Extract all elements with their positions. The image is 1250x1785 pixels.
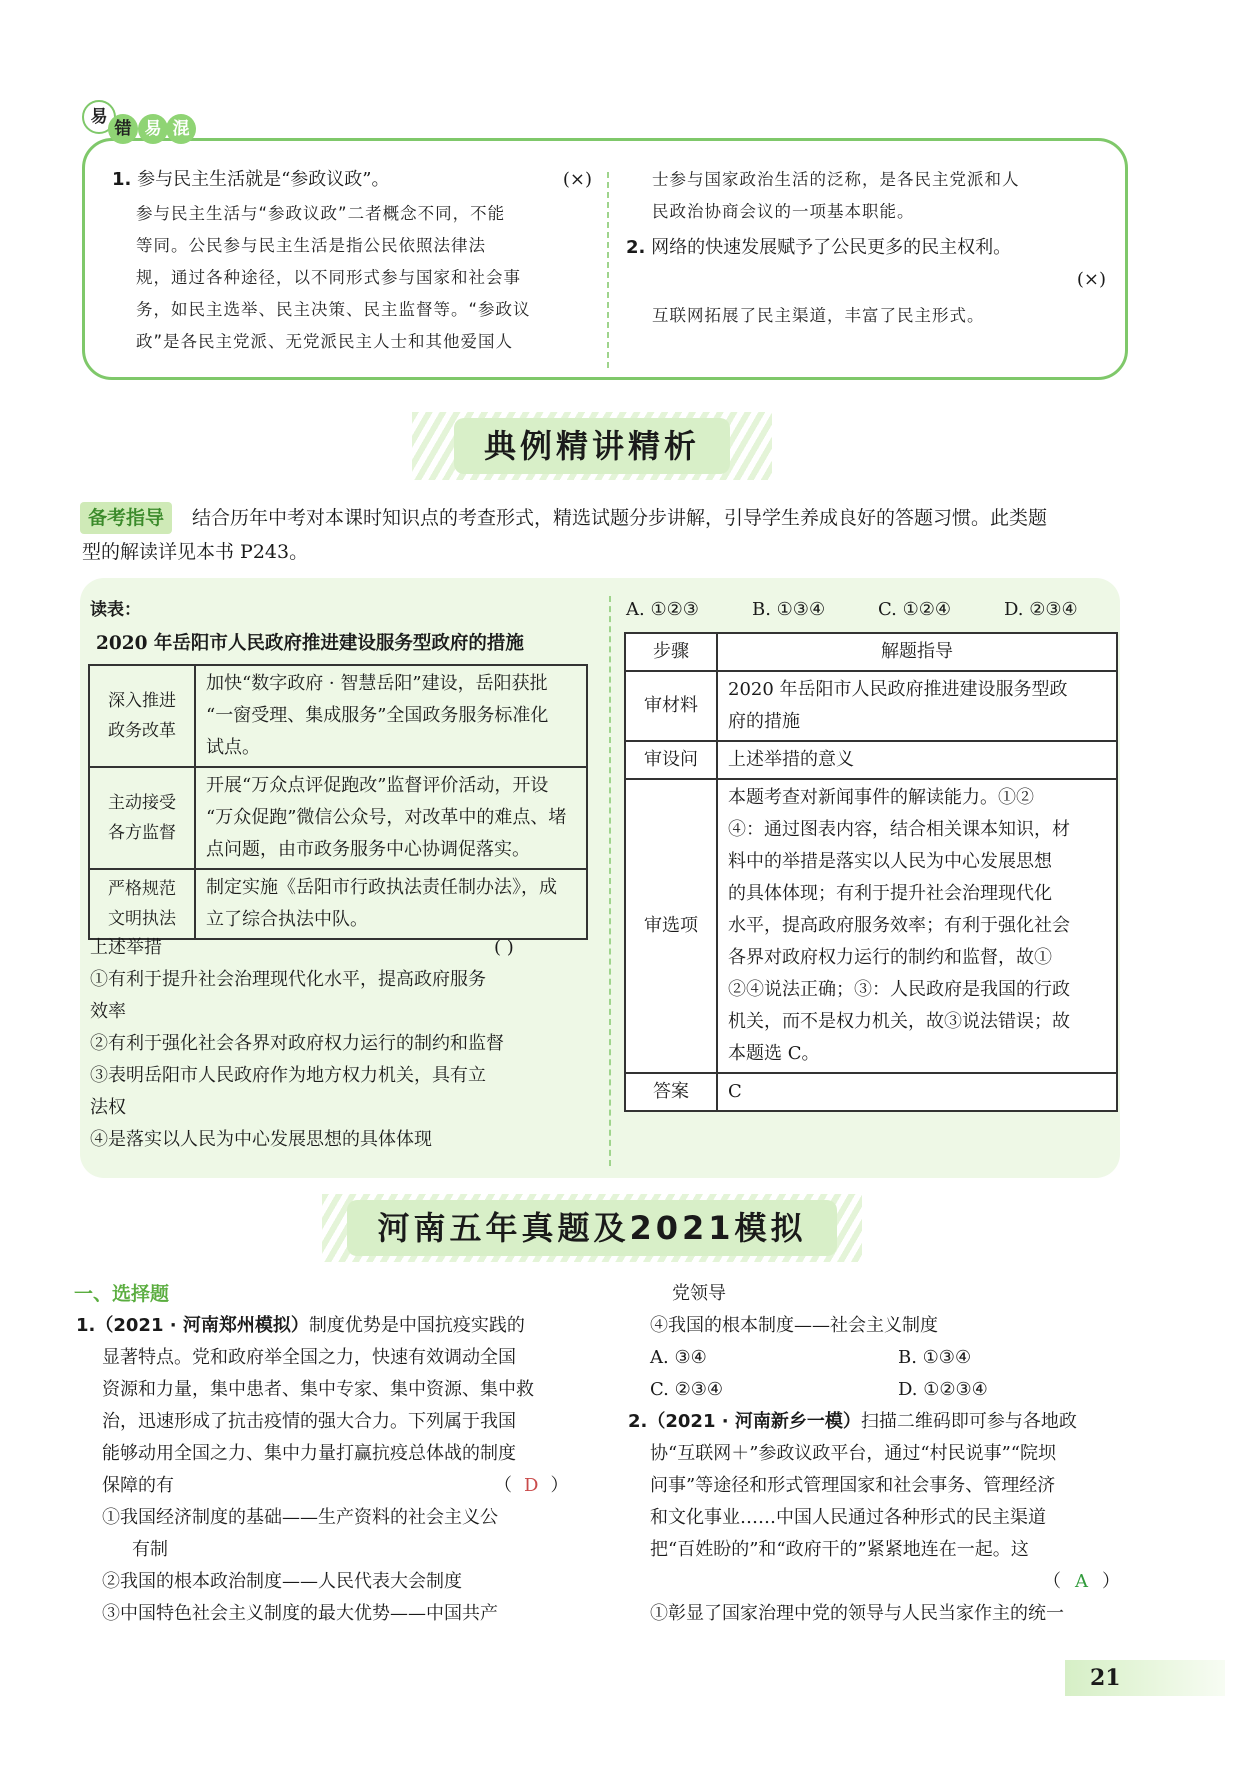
step-content xyxy=(717,671,1117,741)
row-key xyxy=(89,767,195,869)
badge-char-3: 易 xyxy=(138,114,168,144)
mistake-q1-num: 1. xyxy=(112,169,132,190)
mistake-q2-stem: 网络的快速发展赋予了公民更多的民主权利。 xyxy=(651,237,1012,258)
mistake-badge xyxy=(82,100,212,152)
step-content xyxy=(717,741,1117,779)
paren-open: （ xyxy=(494,1475,512,1496)
table-row xyxy=(625,671,1117,741)
row-key xyxy=(89,665,195,767)
row-line: 开展“万众点评促跑改”监督评价活动，开设 xyxy=(206,775,549,796)
q2-answer: A xyxy=(1075,1571,1088,1592)
paren-open: （ xyxy=(1043,1571,1061,1592)
row-key-line: 文明执法 xyxy=(108,909,176,929)
example-options xyxy=(90,964,600,1156)
row-key-line: 政务改革 xyxy=(108,721,176,741)
guide-line2: 型的解读详见本书 P243。 xyxy=(82,541,309,563)
q2-option: ①彰显了国家治理中党的领导与人民当家作主的统一 xyxy=(650,1603,1064,1624)
q1-choice-b: B. ①③④ xyxy=(898,1347,972,1368)
q1-num: 1. xyxy=(76,1315,96,1336)
mistake-q1-line: 士参与国家政治生活的泛称，是各民主党派和人 xyxy=(652,170,1020,189)
q1-option: ④我国的根本制度——社会主义制度 xyxy=(650,1315,938,1336)
row-line: 立了综合执法中队。 xyxy=(206,909,368,930)
row-key-line: 各方监督 xyxy=(108,823,176,843)
step-line: ④：通过图表内容，结合相关课本知识，材 xyxy=(728,819,1070,840)
table-row xyxy=(89,869,587,939)
row-line: 制定实施《岳阳市行政执法责任制办法》，成 xyxy=(206,877,557,898)
table-row xyxy=(625,741,1117,779)
q2-answer-paren xyxy=(628,1566,1128,1598)
step-key: 审选项 xyxy=(625,779,717,1073)
banner-exam xyxy=(322,1194,862,1262)
q1-option: ①我国经济制度的基础——生产资料的社会主义公 xyxy=(102,1507,498,1528)
row-content xyxy=(195,869,587,939)
step-key: 答案 xyxy=(625,1073,717,1111)
mistake-q1-line: 务，如民主选举、民主决策、民主监督等。“参政议 xyxy=(136,300,531,319)
q1-answer-paren xyxy=(494,1470,568,1502)
option-line: ③表明岳阳市人民政府作为地方权力机关，具有立 xyxy=(90,1065,486,1086)
row-key xyxy=(89,869,195,939)
exam-q1 xyxy=(76,1310,596,1630)
row-key-line: 深入推进 xyxy=(108,691,176,711)
step-line: 水平，提高政府服务效率；有利于强化社会 xyxy=(728,915,1070,936)
guide-label: 备考指导 xyxy=(80,502,172,534)
q1-line: 保障的有 xyxy=(102,1475,174,1496)
example-question xyxy=(90,932,590,964)
banner-exam-title: 河南五年真题及2021模拟 xyxy=(347,1200,836,1256)
step-line: 的具体体现；有利于提升社会治理现代化 xyxy=(728,883,1052,904)
q1-line: 治，迅速形成了抗击疫情的强大合力。下列属于我国 xyxy=(102,1411,516,1432)
paren-close: ） xyxy=(550,1475,569,1496)
banner-example-title: 典例精讲精析 xyxy=(454,418,730,474)
mistake-q2-num: 2. xyxy=(626,237,646,258)
step-line: 府的措施 xyxy=(728,711,800,732)
q1-line: 显著特点。党和政府举全国之力，快速有效调动全国 xyxy=(102,1347,516,1368)
table-row xyxy=(625,1073,1117,1111)
q1-choice-d: D. ①②③④ xyxy=(898,1379,988,1400)
q1-option: 有制 xyxy=(132,1539,168,1560)
step-line: 本题考查对新闻事件的解读能力。①② xyxy=(728,787,1034,808)
row-line: “一窗受理、集成服务”全国政务服务标准化 xyxy=(206,705,549,726)
step-line: 2020 年岳阳市人民政府推进建设服务型政 xyxy=(728,679,1068,700)
q1-line: 资源和力量，集中患者、集中专家、集中资源、集中救 xyxy=(102,1379,534,1400)
row-line: 试点。 xyxy=(206,737,260,758)
q1-answer: D xyxy=(524,1475,539,1496)
table-row xyxy=(625,633,1117,671)
section-heading: 一、选择题 xyxy=(74,1283,170,1305)
steps-head-guide: 解题指导 xyxy=(717,633,1117,671)
mistake-q1-explanation xyxy=(136,198,596,358)
step-line: 各界对政府权力运行的制约和监督，故① xyxy=(728,947,1052,968)
mistake-q1-explanation-cont xyxy=(652,164,1112,228)
step-line: 上述举措的意义 xyxy=(728,749,854,770)
page-number: 21 xyxy=(1090,1665,1121,1691)
q1-source: （2021 · 河南郑州模拟） xyxy=(95,1315,309,1336)
q1-line: 能够动用全国之力、集中力量打赢抗疫总体战的制度 xyxy=(102,1443,516,1464)
mistake-q2 xyxy=(626,232,1106,296)
mistake-q2-mark: (×) xyxy=(1076,269,1106,290)
q2-line: 问事”等途径和形式管理国家和社会事务、管理经济 xyxy=(650,1475,1056,1496)
option-line: 效率 xyxy=(90,1001,126,1022)
row-content xyxy=(195,767,587,869)
table-row xyxy=(89,665,587,767)
measures-table xyxy=(88,664,588,940)
step-answer: C xyxy=(717,1073,1117,1111)
exam-q2 xyxy=(628,1406,1128,1630)
mistake-q1-line: 等同。公民参与民主生活是指公民依照法律法 xyxy=(136,236,486,255)
paren-close: ） xyxy=(1102,1571,1120,1592)
guide-line1: 结合历年中考对本课时知识点的考查形式，精选试题分步讲解，引导学生养成良好的答题习惯。此类题 xyxy=(192,507,1048,529)
mistake-q1-line: 民政治协商会议的一项基本职能。 xyxy=(652,202,915,221)
q1-line: 制度优势是中国抗疫实践的 xyxy=(308,1315,525,1336)
row-key-line: 严格规范 xyxy=(108,879,176,899)
step-key: 审设问 xyxy=(625,741,717,779)
exam-q1-cont xyxy=(650,1278,1130,1406)
table-row xyxy=(89,767,587,869)
mistake-divider xyxy=(607,172,609,368)
choice-d: D. ②③④ xyxy=(1004,599,1078,620)
q1-option: ③中国特色社会主义制度的最大优势——中国共产 xyxy=(102,1603,498,1624)
step-line: 本题选 C。 xyxy=(728,1043,820,1064)
row-line: 点问题，由市政务服务中心协调促落实。 xyxy=(206,839,530,860)
option-line: ①有利于提升社会治理现代化水平，提高政府服务 xyxy=(90,969,486,990)
row-content xyxy=(195,665,587,767)
mistake-q1-line: 政”是各民主党派、无党派民主人士和其他爱国人 xyxy=(136,332,514,351)
table-title: 2020 年岳阳市人民政府推进建设服务型政府的措施 xyxy=(96,633,524,654)
steps-head-step: 步骤 xyxy=(625,633,717,671)
table-row xyxy=(625,779,1117,1073)
q1-choice-c: C. ②③④ xyxy=(650,1379,723,1400)
badge-char-4: 混 xyxy=(166,114,196,144)
q2-line: 把“百姓盼的”和“政府干的”紧紧地连在一起。这 xyxy=(650,1539,1029,1560)
row-line: “万众促跑”微信公众号，对改革中的难点、堵 xyxy=(206,807,567,828)
choice-c: C. ①②④ xyxy=(878,599,951,620)
q1-choice-a: A. ③④ xyxy=(650,1347,707,1368)
option-line: ④是落实以人民为中心发展思想的具体体现 xyxy=(90,1129,432,1150)
row-key-line: 主动接受 xyxy=(108,793,176,813)
q2-source: （2021 · 河南新乡一模） xyxy=(647,1411,861,1432)
page-number-bar xyxy=(1065,1660,1225,1696)
step-content xyxy=(717,779,1117,1073)
option-line: 法权 xyxy=(90,1097,126,1118)
q2-num: 2. xyxy=(628,1411,648,1432)
step-line: 料中的举措是落实以人民为中心发展思想 xyxy=(728,851,1052,872)
q2-line: 扫描二维码即可参与各地政 xyxy=(860,1411,1077,1432)
mistake-q1-line: 参与民主生活与“参政议政”二者概念不同，不能 xyxy=(136,204,506,223)
q2-line: 和文化事业……中国人民通过各种形式的民主渠道 xyxy=(650,1507,1046,1528)
answer-paren: ( ) xyxy=(494,937,514,958)
q1-option: 党领导 xyxy=(672,1283,726,1304)
mistake-q1 xyxy=(112,164,592,196)
choice-a: A. ①②③ xyxy=(626,599,699,620)
step-key: 审材料 xyxy=(625,671,717,741)
q2-line: 协“互联网＋”参政议政平台，通过“村民说事”“院坝 xyxy=(650,1443,1057,1464)
step-line: 机关，而不是权力机关，故③说法错误；故 xyxy=(728,1011,1070,1032)
mistake-q1-line: 规，通过各种途径，以不同形式参与国家和社会事 xyxy=(136,268,521,287)
question-stem: 上述举措 xyxy=(90,937,162,958)
mistake-q2-answer: 互联网拓展了民主渠道，丰富了民主形式。 xyxy=(652,306,985,325)
steps-table xyxy=(624,632,1118,1112)
banner-example xyxy=(412,412,772,480)
mistake-q1-stem: 参与民主生活就是“参政议政”。 xyxy=(137,169,390,190)
choice-b: B. ①③④ xyxy=(752,599,826,620)
option-line: ②有利于强化社会各界对政府权力运行的制约和监督 xyxy=(90,1033,504,1054)
row-line: 加快“数字政府 · 智慧岳阳”建设，岳阳获批 xyxy=(206,673,548,694)
badge-char-2: 错 xyxy=(108,114,138,144)
read-table-label: 读表： xyxy=(90,600,141,620)
mistake-q1-mark: (×) xyxy=(562,169,592,190)
q1-option: ②我国的根本政治制度——人民代表大会制度 xyxy=(102,1571,462,1592)
step-line: ②④说法正确；③：人民政府是我国的行政 xyxy=(728,979,1070,1000)
example-divider xyxy=(609,596,611,1166)
badge-char-1: 易 xyxy=(82,100,116,134)
